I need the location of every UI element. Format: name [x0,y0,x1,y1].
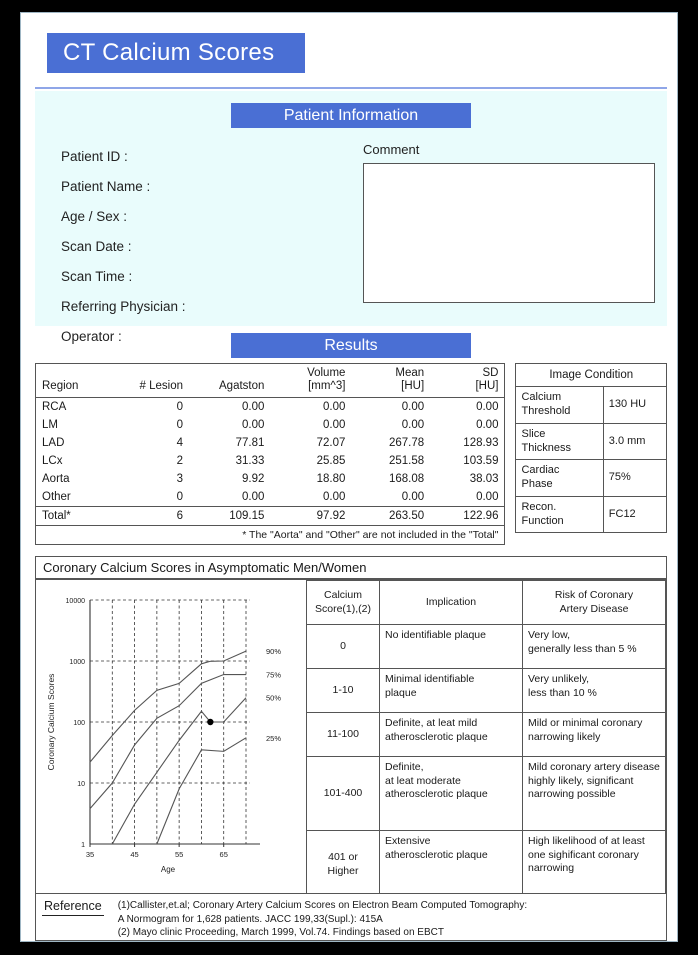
normogram-chart [36,580,306,899]
cond-key-line2: Function [521,514,564,527]
col-mean-line2: [HU] [401,380,425,393]
cell-mean: 0.00 [401,491,425,504]
cond-key-recon-function [516,496,603,533]
col-volume-line1: Volume [307,367,346,379]
cell-agatston: 31.33 [235,455,265,468]
col-region: Region [36,364,116,398]
cell-score: 401 or Higher [307,831,380,899]
cell-total-region: Total* [36,507,116,526]
cell-sd: 103.59 [463,455,499,468]
table-row [36,470,505,488]
table-row [516,496,667,533]
cell-volume: 72.07 [316,437,346,450]
table-row [36,416,505,434]
cell-region: LM [42,419,58,432]
cond-key-calcium-threshold [516,387,603,424]
cell-volume: 0.00 [323,419,346,432]
title-band [21,13,677,81]
cell-risk: Mild or minimal coronary narrowing likely [523,713,666,757]
cell-score: 0 [307,625,380,669]
cell-region: Aorta [42,473,70,486]
cell-region: RCA [42,401,67,414]
table-row [307,625,666,669]
image-condition-header: Image Condition [516,364,667,387]
cell-mean: 0.00 [401,401,425,414]
cell-score: 1-10 [307,669,380,713]
table-row [36,452,505,470]
table-row [307,831,666,899]
svg-text:10: 10 [77,781,85,788]
col-calcium-score-line1: Calcium [324,588,362,601]
reference-line-2: A Normogram for 1,628 patients. JACC 199,33(Supl.): 415A [117,913,383,925]
cell-agatston: 0.00 [242,419,265,432]
cell-sd: 0.00 [476,401,499,414]
col-volume [270,364,351,398]
svg-text:1: 1 [81,842,85,849]
cell-score: 11-100 [307,713,380,757]
cell-mean: 168.08 [388,473,425,486]
cond-value-calcium-threshold: 130 HU [603,387,666,424]
table-row [516,387,667,424]
svg-text:65: 65 [219,850,228,859]
cond-key-line1: Slice [521,427,546,440]
patient-information-banner: Patient Information [231,103,471,128]
cell-score: 101-400 [307,757,380,831]
reference-label: Reference [42,899,104,916]
cell-total-sd: 122.96 [430,507,505,526]
col-agatston: Agatston [189,364,270,398]
svg-text:90%: 90% [266,647,282,657]
svg-text:Age: Age [160,865,176,874]
cell-region: LCx [42,455,63,468]
reference-line-3: (2) Mayo clinic Proceeding, March 1999, Vol.74. Findings based on EBCT [117,927,444,938]
svg-text:100: 100 [73,720,85,727]
table-row [36,434,505,452]
cell-implication: Definite, at leat moderate atherosclerotic plaque [380,757,523,831]
cell-agatston: 9.92 [242,473,265,486]
title-divider [35,87,667,89]
normogram-title: Coronary Calcium Scores in Asymptomatic Men/Women [35,556,667,580]
cell-volume: 25.85 [316,455,346,468]
cond-value-slice-thickness: 3.0 mm [603,423,666,460]
cell-lesion: 0 [176,401,183,414]
table-row [36,488,505,507]
cell-risk: High likelihood of at least one sighificant coronary narrowing [523,831,666,899]
cell-mean: 251.58 [388,455,425,468]
table-row [36,398,505,417]
cell-implication: No identifiable plaque [380,625,523,669]
svg-text:25%: 25% [266,733,282,743]
col-implication: Implication [380,581,523,625]
cell-agatston: 0.00 [242,401,265,414]
patient-field-scan-time: Scan Time : [61,269,133,284]
cell-region: LAD [42,437,65,450]
patient-field-operator: Operator : [61,329,122,344]
patient-information-section [35,91,667,344]
col-lesion: # Lesion [115,364,189,398]
svg-text:Coronary Calcium Scores: Coronary Calcium Scores [46,673,56,771]
cell-total-volume: 97.92 [270,507,351,526]
svg-text:55: 55 [174,850,184,859]
svg-text:10000: 10000 [65,598,85,605]
results-section [35,333,667,545]
cell-agatston: 77.81 [235,437,265,450]
cond-key-line2: Thickness [521,441,572,454]
cond-key-cardiac-phase [516,460,603,497]
cell-lesion: 4 [176,437,183,450]
col-volume-line2: [mm^3] [308,380,346,393]
col-risk-line2: Artery Disease [559,602,629,615]
normogram-section [35,556,667,900]
col-calcium-score-line2: Score(1),(2) [314,602,371,615]
results-footnote: * The "Aorta" and "Other" are not included in the "Total" [36,526,505,545]
cell-lesion: 3 [176,473,183,486]
page-title: CT Calcium Scores [47,33,305,73]
table-row [307,757,666,831]
patient-field-patient-id: Patient ID : [61,149,128,164]
reference-line-1: (1)Callister,et.al; Coronary Artery Calcium Scores on Electron Beam Computed Tomography: [117,900,528,911]
cell-mean: 0.00 [401,419,425,432]
col-risk-line1: Risk of Coronary [554,588,634,601]
cell-total-mean: 263.50 [351,507,430,526]
col-mean-line1: Mean [395,367,425,379]
results-header-row [36,364,505,398]
col-sd-line2: [HU] [475,380,499,393]
cell-implication: Minimal identifiable plaque [380,669,523,713]
svg-text:50%: 50% [266,693,282,703]
patient-field-scan-date: Scan Date : [61,239,132,254]
reference-lines [117,899,528,938]
cell-region: Other [42,491,71,504]
cell-volume: 0.00 [323,491,346,504]
svg-text:35: 35 [85,850,95,859]
col-mean [351,364,430,398]
cell-total-lesion: 6 [115,507,189,526]
cell-mean: 267.78 [388,437,425,450]
table-row [516,460,667,497]
cond-key-slice-thickness [516,423,603,460]
svg-text:45: 45 [130,850,139,859]
table-row [307,713,666,757]
cell-agatston: 0.00 [242,491,265,504]
implication-table [306,580,666,899]
cond-key-line1: Recon. [521,500,557,513]
cond-key-line2: Threshold [521,405,571,418]
cell-sd: 38.03 [469,473,499,486]
report-page [20,12,678,942]
patient-field-referring-physician: Referring Physician : [61,299,186,314]
cell-volume: 0.00 [323,401,346,414]
svg-text:75%: 75% [266,670,282,680]
image-condition-table [515,363,667,533]
calcium-score-nomogram-svg [38,586,304,890]
results-table [35,363,505,545]
results-banner: Results [231,333,471,358]
cond-value-cardiac-phase: 75% [603,460,666,497]
comment-input[interactable] [363,163,655,303]
results-footnote-row [36,526,505,545]
patient-fields [47,142,359,352]
cell-sd: 0.00 [476,491,499,504]
cell-lesion: 2 [176,455,183,468]
col-sd [430,364,505,398]
cell-sd: 0.00 [476,419,499,432]
cell-volume: 18.80 [316,473,346,486]
reference-section [35,893,667,941]
cell-sd: 128.93 [463,437,499,450]
cond-key-line1: Calcium [521,391,562,404]
col-calcium-score [307,581,380,625]
cell-implication: Extensive atherosclerotic plaque [380,831,523,899]
cell-lesion: 0 [176,419,183,432]
cond-key-line2: Phase [521,478,553,491]
table-row [307,669,666,713]
svg-text:1000: 1000 [69,659,85,666]
table-row-total [36,507,505,526]
comment-label: Comment [363,142,420,157]
patient-field-patient-name: Patient Name : [61,179,151,194]
cell-risk: Very unlikely, less than 10 % [523,669,666,713]
table-row [516,423,667,460]
cond-key-line1: Cardiac [521,464,560,477]
cell-implication: Definite, at leat mild atherosclerotic plaque [380,713,523,757]
cell-lesion: 0 [176,491,183,504]
col-risk [523,581,666,625]
cell-risk: Very low, generally less than 5 % [523,625,666,669]
col-sd-line1: SD [482,367,499,379]
cell-total-agatston: 109.15 [189,507,270,526]
cond-value-recon-function: FC12 [603,496,666,533]
cell-risk: Mild coronary artery disease highly likely, significant narrowing possible [523,757,666,831]
patient-field-age-sex: Age / Sex : [61,209,128,224]
